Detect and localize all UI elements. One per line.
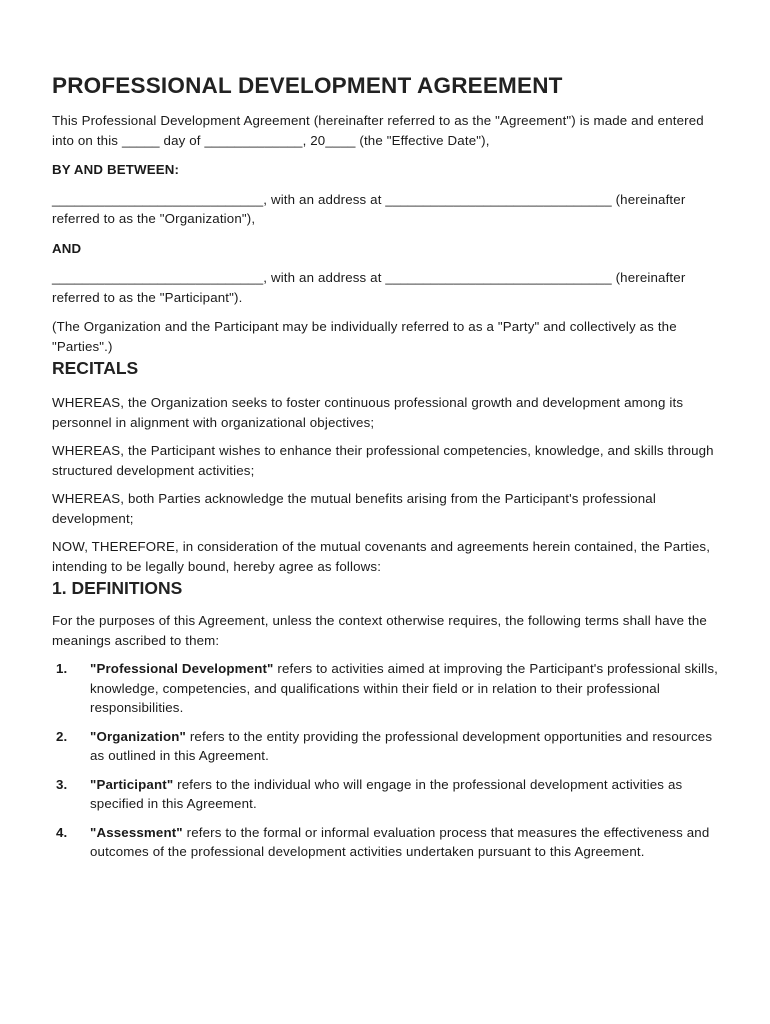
definitions-heading: 1. DEFINITIONS: [52, 578, 183, 598]
recitals-heading: RECITALS: [52, 358, 139, 378]
definition-item: [52, 659, 718, 718]
definition-number: 4.: [56, 824, 68, 840]
by-and-between-heading: BY AND BETWEEN:: [52, 162, 180, 177]
and-heading: AND: [52, 240, 82, 256]
parties-note: (The Organization and the Participant may be individually referred to as a "Party" and collectively as the "Parties".): [52, 319, 677, 354]
document-title: PROFESSIONAL DEVELOPMENT AGREEMENT: [52, 73, 563, 98]
definition-text: refers to activities aimed at improving the Participant's professional skills, knowledge, competencies, and qualifications within their field or in relation to their professional responsibilities.: [90, 661, 719, 715]
definition-body: [90, 659, 718, 718]
definition-number: 2.: [56, 728, 68, 744]
definition-body: [90, 823, 718, 862]
intro-paragraph: This Professional Development Agreement (hereinafter referred to as the "Agreement") is made and entered into on this _____ day of _____________, 20____ (the "Effective Date"),: [52, 113, 704, 148]
definition-term: "Organization": [90, 728, 186, 744]
definition-term: "Professional Development": [90, 661, 274, 676]
definition-item: [52, 775, 718, 814]
definition-item: [52, 823, 718, 862]
definition-body: [90, 775, 718, 814]
recital-item: WHEREAS, the Organization seeks to foster continuous professional growth and development among its personnel in alignment with organizational objectives;: [52, 395, 684, 430]
definition-text: refers to the entity providing the professional development opportunities and resources as outlined in this Agreement.: [90, 728, 713, 763]
participant-party-line: ____________________________, with an address at ______________________________ (hereinafter referred to as the "Participant").: [52, 270, 686, 305]
definition-text: refers to the formal or informal evaluation process that measures the effectiveness and outcomes of the professional development activities undertaken pursuant to this Agreement.: [90, 824, 710, 859]
recital-item: WHEREAS, the Participant wishes to enhance their professional competencies, knowledge, and skills through structured development activities;: [52, 443, 714, 478]
definitions-intro: For the purposes of this Agreement, unless the context otherwise requires, the following terms shall have the meanings ascribed to them:: [52, 613, 707, 648]
definition-text: refers to the individual who will engage in the professional development activities as specified in this Agreement.: [90, 776, 683, 811]
definition-term: "Assessment": [90, 824, 183, 840]
definition-number: 3.: [56, 776, 68, 792]
definition-term: "Participant": [90, 776, 174, 792]
definition-body: [90, 727, 718, 766]
recital-item: WHEREAS, both Parties acknowledge the mutual benefits arising from the Participant's professional development;: [52, 491, 656, 526]
definition-number: 1.: [56, 661, 68, 676]
definitions-list: [52, 659, 718, 862]
recital-item: NOW, THEREFORE, in consideration of the mutual covenants and agreements herein contained, the Parties, intending to be legally bound, hereby agree as follows:: [52, 539, 711, 574]
organization-party-line: ____________________________, with an address at ______________________________ (hereinafter referred to as the "Organization"),: [52, 191, 686, 226]
definition-item: [52, 727, 718, 766]
